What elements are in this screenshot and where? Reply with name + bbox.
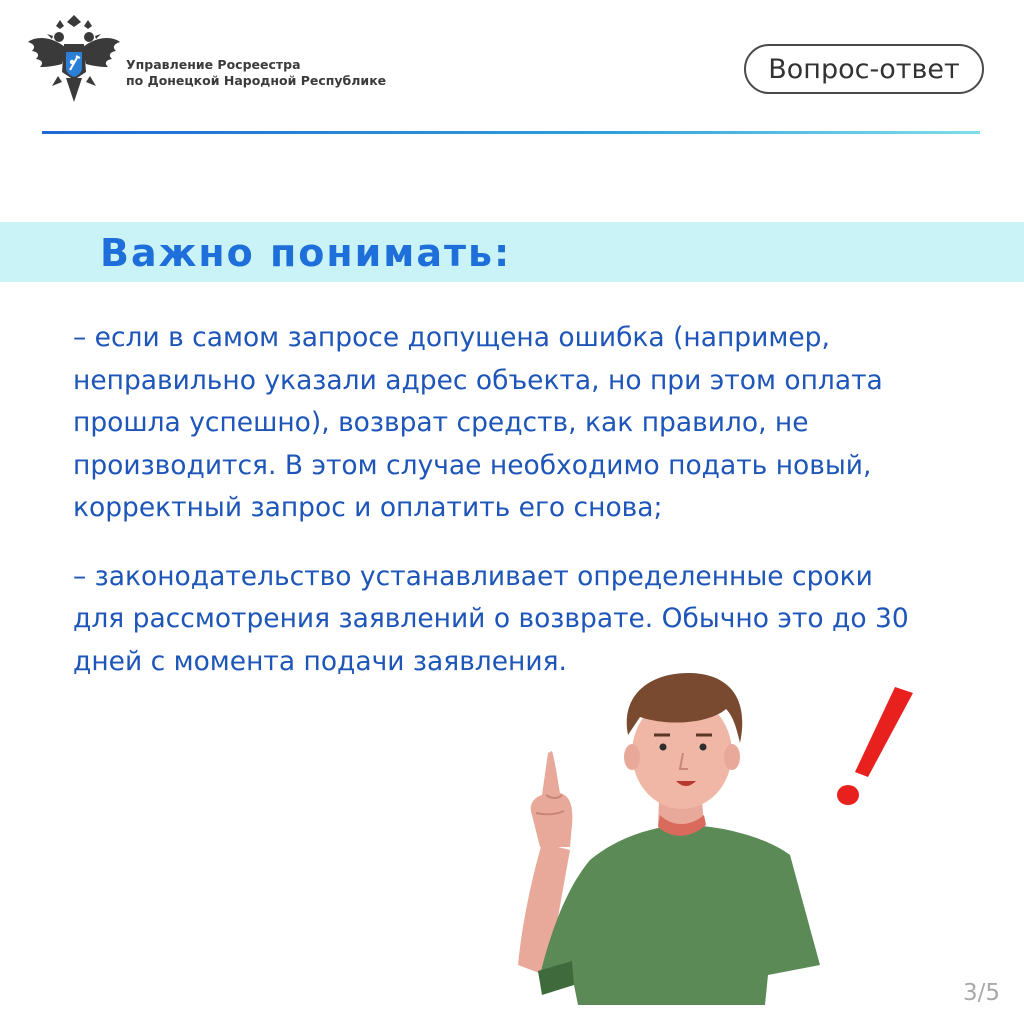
- paragraph-1-line: прошла успешно), возврат средств, как правило, не: [73, 407, 809, 438]
- title-band: [0, 222, 1024, 282]
- organization-name-line-2: по Донецкой Народной Республике: [126, 73, 387, 88]
- body-text: [73, 317, 973, 709]
- paragraph-2-line: для рассмотрения заявлений о возврате. Обычно это до 30: [73, 603, 909, 634]
- paragraph-1-line: корректный запрос и оплатить его снова;: [73, 492, 663, 523]
- page-title: Важно понимать:: [100, 231, 512, 275]
- qa-badge: Вопрос-ответ: [744, 44, 984, 94]
- exclamation-mark-icon: [837, 687, 913, 805]
- header-divider: [42, 131, 980, 134]
- organization-name-line-1: Управление Росреестра: [126, 57, 301, 72]
- paragraph-1-line: – если в самом запросе допущена ошибка (например,: [73, 322, 830, 353]
- rosreestr-emblem-icon: [26, 14, 122, 110]
- page-indicator: 3/5: [963, 980, 1001, 1006]
- paragraph-1-line: неправильно указали адрес объекта, но при этом оплата: [73, 364, 883, 396]
- paragraph-1: [73, 317, 973, 530]
- paragraph-2: [73, 556, 973, 684]
- paragraph-2-line: – законодательство устанавливает определенные сроки: [73, 560, 873, 592]
- organization-name: [126, 57, 386, 89]
- man-pointing-up-illustration: [500, 665, 930, 1005]
- paragraph-2-line: дней с момента подачи заявления.: [73, 645, 567, 677]
- paragraph-1-line: производится. В этом случае необходимо подать новый,: [73, 449, 872, 481]
